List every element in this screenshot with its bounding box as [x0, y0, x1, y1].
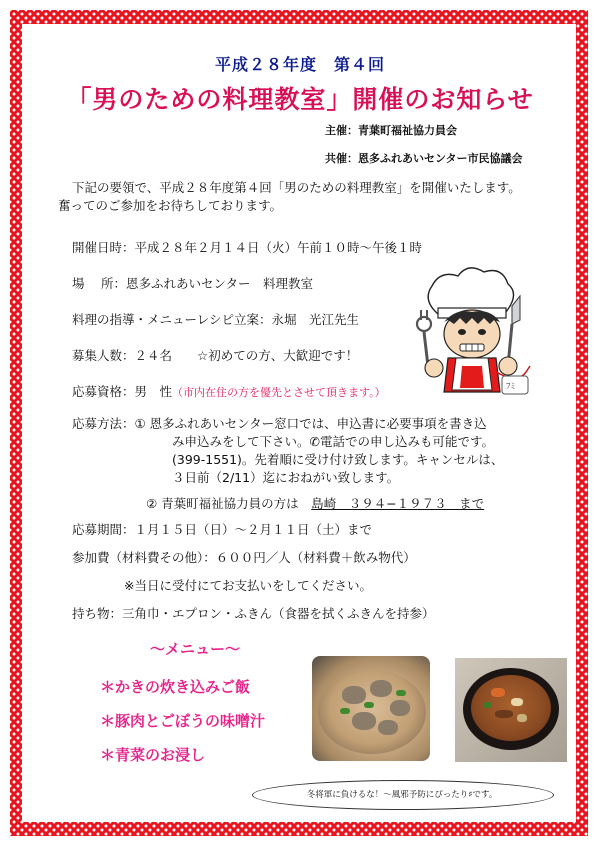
detail-place: 場 所：恩多ふれあいセンター 料理教室	[72, 276, 313, 291]
detail-belongings: 持ち物：三角巾・エプロン・ふきん（食器を拭くふきんを持参）	[72, 606, 435, 621]
method2-prefix: ② 青葉町福祉協力員の方は	[146, 496, 312, 511]
method-line-5	[146, 494, 484, 512]
oyster-rice-photo	[312, 656, 430, 761]
miso-soup-photo	[455, 658, 567, 762]
intro-line-2: 奮ってのご参加をお待ちしております。	[58, 198, 283, 213]
organizer-host: 主催：青葉町福祉協力員会	[325, 124, 457, 137]
method-line-3: (399-1551)。先着順に受け付け致します。キャンセルは、	[172, 452, 504, 467]
eligibility-label: 応募資格：男 性	[72, 384, 173, 399]
intro-line-1: 下記の要領で、平成２８年度第４回「男のための料理教室」を開催いたします。	[72, 180, 521, 195]
organizer-cohost: 共催：恩多ふれあいセンター市民協議会	[325, 152, 523, 165]
detail-period: 応募期間：１月１５日（日）〜２月１１日（土）まで	[72, 522, 373, 537]
chef-signature: ﾌﾐ	[506, 382, 516, 392]
menu-item: ＊かきの炊き込みご飯	[100, 678, 251, 696]
detail-instructor: 料理の指導・メニューレシピ立案：永堀 光江先生	[72, 312, 359, 327]
method2-contact: 島崎 ３９４−１９７３ まで	[311, 496, 485, 511]
menu-item: ＊豚肉とごぼうの味噌汁	[100, 712, 266, 730]
detail-datetime: 開催日時：平成２８年２月１４日（火）午前１０時〜午後１時	[72, 240, 423, 255]
event-subtitle: 平成２８年度 第４回	[214, 55, 385, 74]
page-title: 「男のための料理教室」開催のお知らせ	[66, 85, 534, 114]
chef-illustration	[408, 262, 533, 402]
caption-text: 冬将軍に負けるな！〜風邪予防にぴったり♯です。	[306, 790, 498, 800]
menu-title: 〜メニュー〜	[150, 640, 241, 658]
detail-capacity: 募集人数：２４名 ☆初めての方、大歓迎です！	[72, 348, 359, 363]
method-line-1: 応募方法：① 恩多ふれあいセンター窓口では、申込書に必要事項を書き込	[72, 416, 487, 431]
method-line-2: み申込みをして下さい。✆電話での申し込みも可能です。	[172, 434, 494, 449]
detail-eligibility	[72, 382, 386, 400]
eligibility-note: （市内在住の方を優先とさせて頂きます。）	[172, 386, 386, 399]
payment-note: ※当日に受付にてお支払いをしてください。	[124, 578, 372, 593]
method-line-4: ３日前（2/11）迄におねがい致します。	[172, 470, 400, 485]
detail-fee: 参加費（材料費その他）：６００円／人（材料費＋飲み物代）	[72, 550, 416, 565]
menu-item: ＊青菜のお浸し	[100, 746, 206, 764]
